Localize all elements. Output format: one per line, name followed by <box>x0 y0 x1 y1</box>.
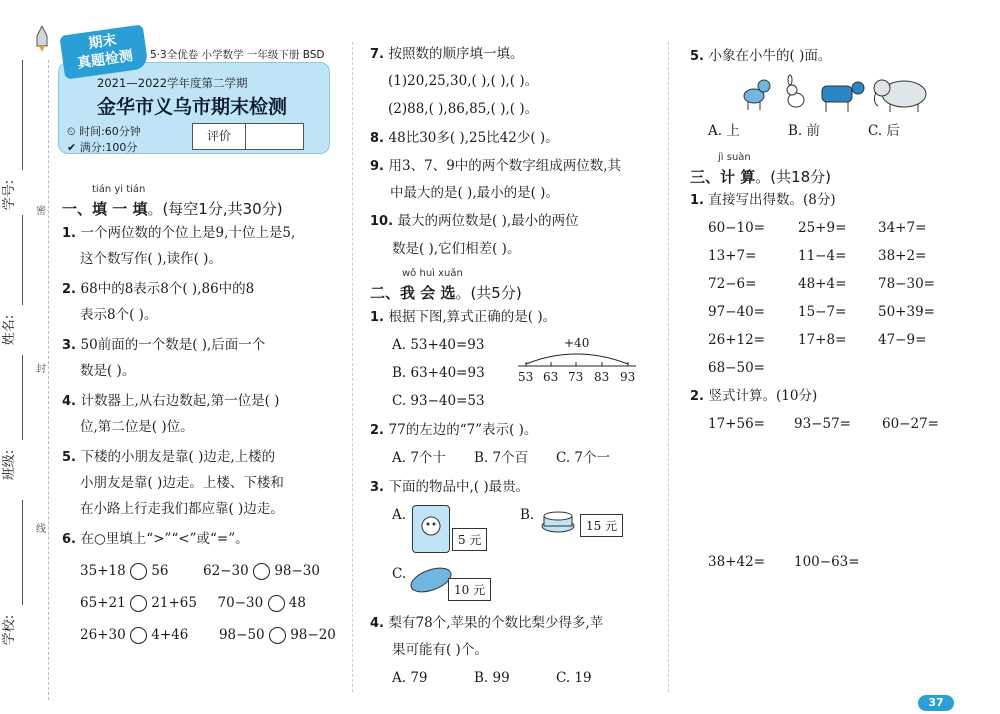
q5-line2: 小朋友是靠( )边走。上楼、下楼和 <box>80 475 284 491</box>
s2-q5-line: 5. 小象在小牛的( )面。 <box>690 48 832 64</box>
s2-q3-option-a-label[interactable]: A. <box>392 507 407 523</box>
gutter-class-label: 班级: <box>2 449 17 481</box>
q9-line2: 中最大的是( ),最小的是( )。 <box>390 185 559 201</box>
q8-line: 8. 48比30多( ),25比42少( )。 <box>370 130 559 146</box>
s2-q4-option-c[interactable]: C. 19 <box>556 670 592 686</box>
gutter-mark-mi: 密 <box>36 206 46 217</box>
s2-q4-line1: 4. 梨有78个,苹果的个数比梨少得多,苹 <box>370 615 604 631</box>
s2-q3-option-b-label[interactable]: B. <box>520 507 535 523</box>
evaluation-label: 评价 <box>193 124 246 149</box>
s2-q3-option-c-label[interactable]: C. <box>392 566 407 582</box>
q5-line1: 5. 下楼的小朋友是靠( )边走,上楼的 <box>62 449 276 465</box>
section1-pinyin: tián yi tián <box>92 184 146 195</box>
cake-icon <box>540 510 576 534</box>
q2-line2: 表示8个( )。 <box>80 307 158 323</box>
s2-q2-line: 2. 77的左边的“7”表示( )。 <box>370 422 538 438</box>
q5-line3: 在小路上行走我们都应靠( )边走。 <box>80 501 284 517</box>
oral-calc: 48+4= <box>798 276 847 292</box>
section2-pinyin: wǒ huì xuǎn <box>402 268 463 279</box>
oral-calc: 26+12= <box>708 332 765 348</box>
oral-calc: 68−50= <box>708 360 765 376</box>
class-line <box>22 355 24 440</box>
s2-q4-option-b[interactable]: B. 99 <box>474 670 510 686</box>
badge-line1: 期末 <box>87 32 118 52</box>
s2-q2-option-c[interactable]: C. 7个一 <box>556 450 611 466</box>
evaluation-box[interactable] <box>192 123 304 150</box>
s2-q3-line: 3. 下面的物品中,( )最贵。 <box>370 479 530 495</box>
number-line-tick: 73 <box>568 370 584 384</box>
section3-heading: 三、计 算。(共18分) <box>690 168 832 186</box>
s3-q1-line: 1. 直接写出得数。(8分) <box>690 192 836 208</box>
vertical-calc: 93−57= <box>794 416 851 432</box>
vertical-calc: 60−27= <box>882 416 939 432</box>
oral-calc: 60−10= <box>708 220 765 236</box>
oral-calc: 13+7= <box>708 248 757 264</box>
s2-q4-line2: 果可能有( )个。 <box>392 642 488 658</box>
q10-line2: 数是( ),它们相差( )。 <box>392 241 521 257</box>
s2-q5-option-b[interactable]: B. 前 <box>788 123 821 139</box>
s2-q5-option-a[interactable]: A. 上 <box>708 123 740 139</box>
q7-part2: (2)88,( ),86,85,( ),( )。 <box>388 101 539 117</box>
s2-q1-option-b[interactable]: B. 63+40=93 <box>392 365 485 381</box>
check-icon: ✔ <box>67 141 80 154</box>
full-score: ✔ 满分:100分 <box>67 141 138 154</box>
exam-title: 金华市义乌市期末检测 <box>97 96 288 118</box>
vertical-calc: 100−63= <box>794 554 860 570</box>
page-number: 37 <box>918 695 954 711</box>
q1-line1: 1. 一个两位数的个位上是9,十位上是5, <box>62 225 296 241</box>
rabbit-icon <box>787 75 804 107</box>
section2-heading: 二、我 会 选。(共5分) <box>370 284 522 302</box>
s2-q5-option-c[interactable]: C. 后 <box>868 123 900 139</box>
number-line-tick: 83 <box>594 370 610 384</box>
compare-circle[interactable] <box>130 595 147 612</box>
dog-icon <box>744 80 770 110</box>
s2-q1-option-a[interactable]: A. 53+40=93 <box>392 337 485 353</box>
q9-line1: 9. 用3、7、9中的两个数字组成两位数,其 <box>370 158 622 174</box>
vertical-calc: 17+56= <box>708 416 765 432</box>
rocket-icon <box>36 26 48 52</box>
column-divider-1 <box>352 42 353 692</box>
oral-calc: 15−7= <box>798 304 847 320</box>
q6-row-2: 65+21 21+65 70−30 48 <box>80 595 306 611</box>
number-line-tick: 63 <box>543 370 559 384</box>
gutter-name-label: 姓名: <box>2 314 17 346</box>
compare-circle[interactable] <box>269 627 286 644</box>
s2-q1-option-c[interactable]: C. 93−40=53 <box>392 393 485 409</box>
clock-icon: ⏲ <box>67 125 80 138</box>
q4-line1: 4. 计数器上,从右边数起,第一位是( ) <box>62 393 280 409</box>
number-line-tick: 53 <box>518 370 534 384</box>
number-line-figure <box>516 336 642 388</box>
time-limit: ⏲ 时间:60分钟 <box>67 125 141 138</box>
school-line <box>22 500 24 605</box>
section3-pinyin: jì suàn <box>718 152 751 163</box>
q10-line1: 10. 最大的两位数是( ),最小的两位 <box>370 213 579 229</box>
oral-calc: 50+39= <box>878 304 935 320</box>
q7-line: 7. 按照数的顺序填一填。 <box>370 46 524 62</box>
q4-line2: 位,第二位是( )位。 <box>80 419 194 435</box>
gutter-mark-feng: 封 <box>36 364 46 375</box>
badge-line2: 真题检测 <box>76 48 134 72</box>
s3-q2-line: 2. 竖式计算。(10分) <box>690 388 818 404</box>
gutter-school-label: 学校: <box>2 614 17 646</box>
number-line-jump-label: +40 <box>564 336 590 350</box>
elephant-icon <box>874 80 926 112</box>
price-tag-b: 15 元 <box>580 514 623 537</box>
column-divider-2 <box>668 42 669 692</box>
compare-circle[interactable] <box>130 563 147 580</box>
q6-row-1: 35+18 56 62−30 98−30 <box>80 563 320 579</box>
s2-q1-line: 1. 根据下图,算式正确的是( )。 <box>370 309 557 325</box>
gutter-mark-xian: 线 <box>36 524 46 535</box>
compare-circle[interactable] <box>268 595 285 612</box>
oral-calc: 11−4= <box>798 248 847 264</box>
binding-dashed-line <box>48 60 49 700</box>
oral-calc: 72−6= <box>708 276 757 292</box>
price-tag-c: 10 元 <box>448 578 491 601</box>
compare-circle[interactable] <box>130 627 147 644</box>
q6-line: 6. 在○里填上“>”“<”或“=”。 <box>62 531 249 547</box>
name-line <box>22 215 24 305</box>
snack-bag-icon <box>412 505 450 553</box>
oral-calc: 34+7= <box>878 220 927 236</box>
oral-calc: 97−40= <box>708 304 765 320</box>
s2-q4-option-a[interactable]: A. 79 <box>392 670 428 686</box>
oral-calc: 38+2= <box>878 248 927 264</box>
q1-line2: 这个数写作( ),读作( )。 <box>80 251 222 267</box>
section1-heading: 一、填 一 填。(每空1分,共30分) <box>62 200 283 218</box>
vertical-calc: 38+42= <box>708 554 765 570</box>
school-year: 2021—2022学年度第二学期 <box>97 76 248 90</box>
gutter-student-id-label: 学号: <box>2 179 17 211</box>
student-id-line <box>22 60 24 170</box>
q7-part1: (1)20,25,30,( ),( ),( )。 <box>388 73 539 89</box>
compare-circle[interactable] <box>253 563 270 580</box>
oral-calc: 25+9= <box>798 220 847 236</box>
number-line-tick: 93 <box>620 370 636 384</box>
price-tag-a: 5 元 <box>452 528 487 551</box>
cow-icon <box>822 82 864 112</box>
oral-calc: 47−9= <box>878 332 927 348</box>
q3-line2: 数是( )。 <box>80 363 136 379</box>
s2-q2-option-b[interactable]: B. 7个百 <box>474 450 529 466</box>
animals-figure <box>738 74 948 114</box>
oral-calc: 17+8= <box>798 332 847 348</box>
q6-row-3: 26+30 4+46 98−50 98−20 <box>80 627 336 643</box>
oral-calc: 78−30= <box>878 276 935 292</box>
q2-line1: 2. 68中的8表示8个( ),86中的8 <box>62 281 255 297</box>
series-label: 5·3全优卷 小学数学 一年级下册 BSD <box>150 49 325 61</box>
s2-q2-option-a[interactable]: A. 7个十 <box>392 450 446 466</box>
q3-line1: 3. 50前面的一个数是( ),后面一个 <box>62 337 266 353</box>
